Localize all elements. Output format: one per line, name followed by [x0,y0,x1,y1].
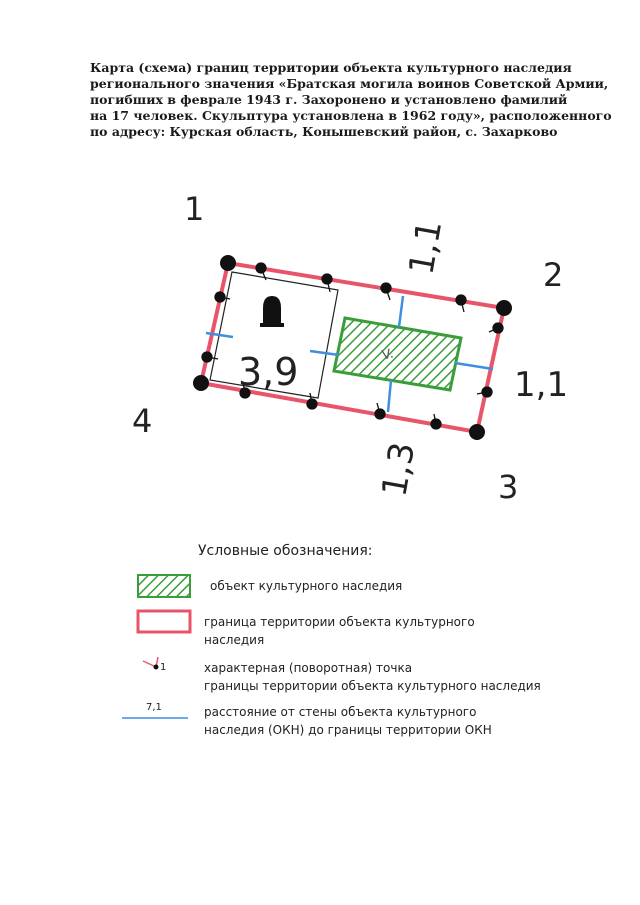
distance-line-top [399,296,403,327]
legend-item-distance: расстояние от стены объекта культурного наследия (ОКН) до границы территории ОКН [204,705,492,737]
legend-point-number: 1 [160,662,167,673]
title-line: Карта (схема) границ территории объекта культурного наследия [90,60,572,75]
distance-line-right [455,363,493,369]
corner-label-1: 1 [184,190,205,228]
legend-item-boundary: граница территории объекта культурного наследия [204,615,475,647]
corner-point-1 [220,255,236,271]
monument-base [260,323,284,327]
corner-label-3: 3 [498,468,519,506]
monument-icon [263,296,281,325]
distance-label-bottom: 1,3 [374,439,424,500]
title-line: регионального значения «Братская могила воинов Советской Армии, [90,76,609,91]
legend-item-point: характерная (поворотная) точка границы территории объекта культурного наследия [204,661,541,693]
distance-label-top: 1,1 [401,217,451,278]
title-line: по адресу: Курская область, Конышевский район, с. Захарково [90,124,558,139]
corner-label-4: 4 [132,402,153,440]
title-line: погибших в феврале 1943 г. Захоронено и установлено фамилий [90,92,568,107]
legend-boundary-swatch [138,611,190,632]
legend-heading: Условные обозначения: [198,543,373,559]
object-mark: V. [380,346,395,364]
title-line: на 17 человек. Скульптура установлена в 1962 году», расположенного [90,108,612,123]
corner-label-2: 2 [543,256,564,294]
corner-point-4 [193,375,209,391]
legend-item-object: объект культурного наследия [210,579,403,593]
heritage-object [334,318,461,390]
legend-object-swatch [138,575,190,597]
corner-point-3 [469,424,485,440]
legend-point-sample [143,657,159,670]
distance-line-bottom [388,380,391,412]
distance-label-right: 1,1 [514,365,569,405]
legend-distance-number: 7,1 [146,702,162,713]
corner-point-2 [496,300,512,316]
distance-label-left: 3,9 [238,350,299,394]
distance-line-left [310,351,339,355]
